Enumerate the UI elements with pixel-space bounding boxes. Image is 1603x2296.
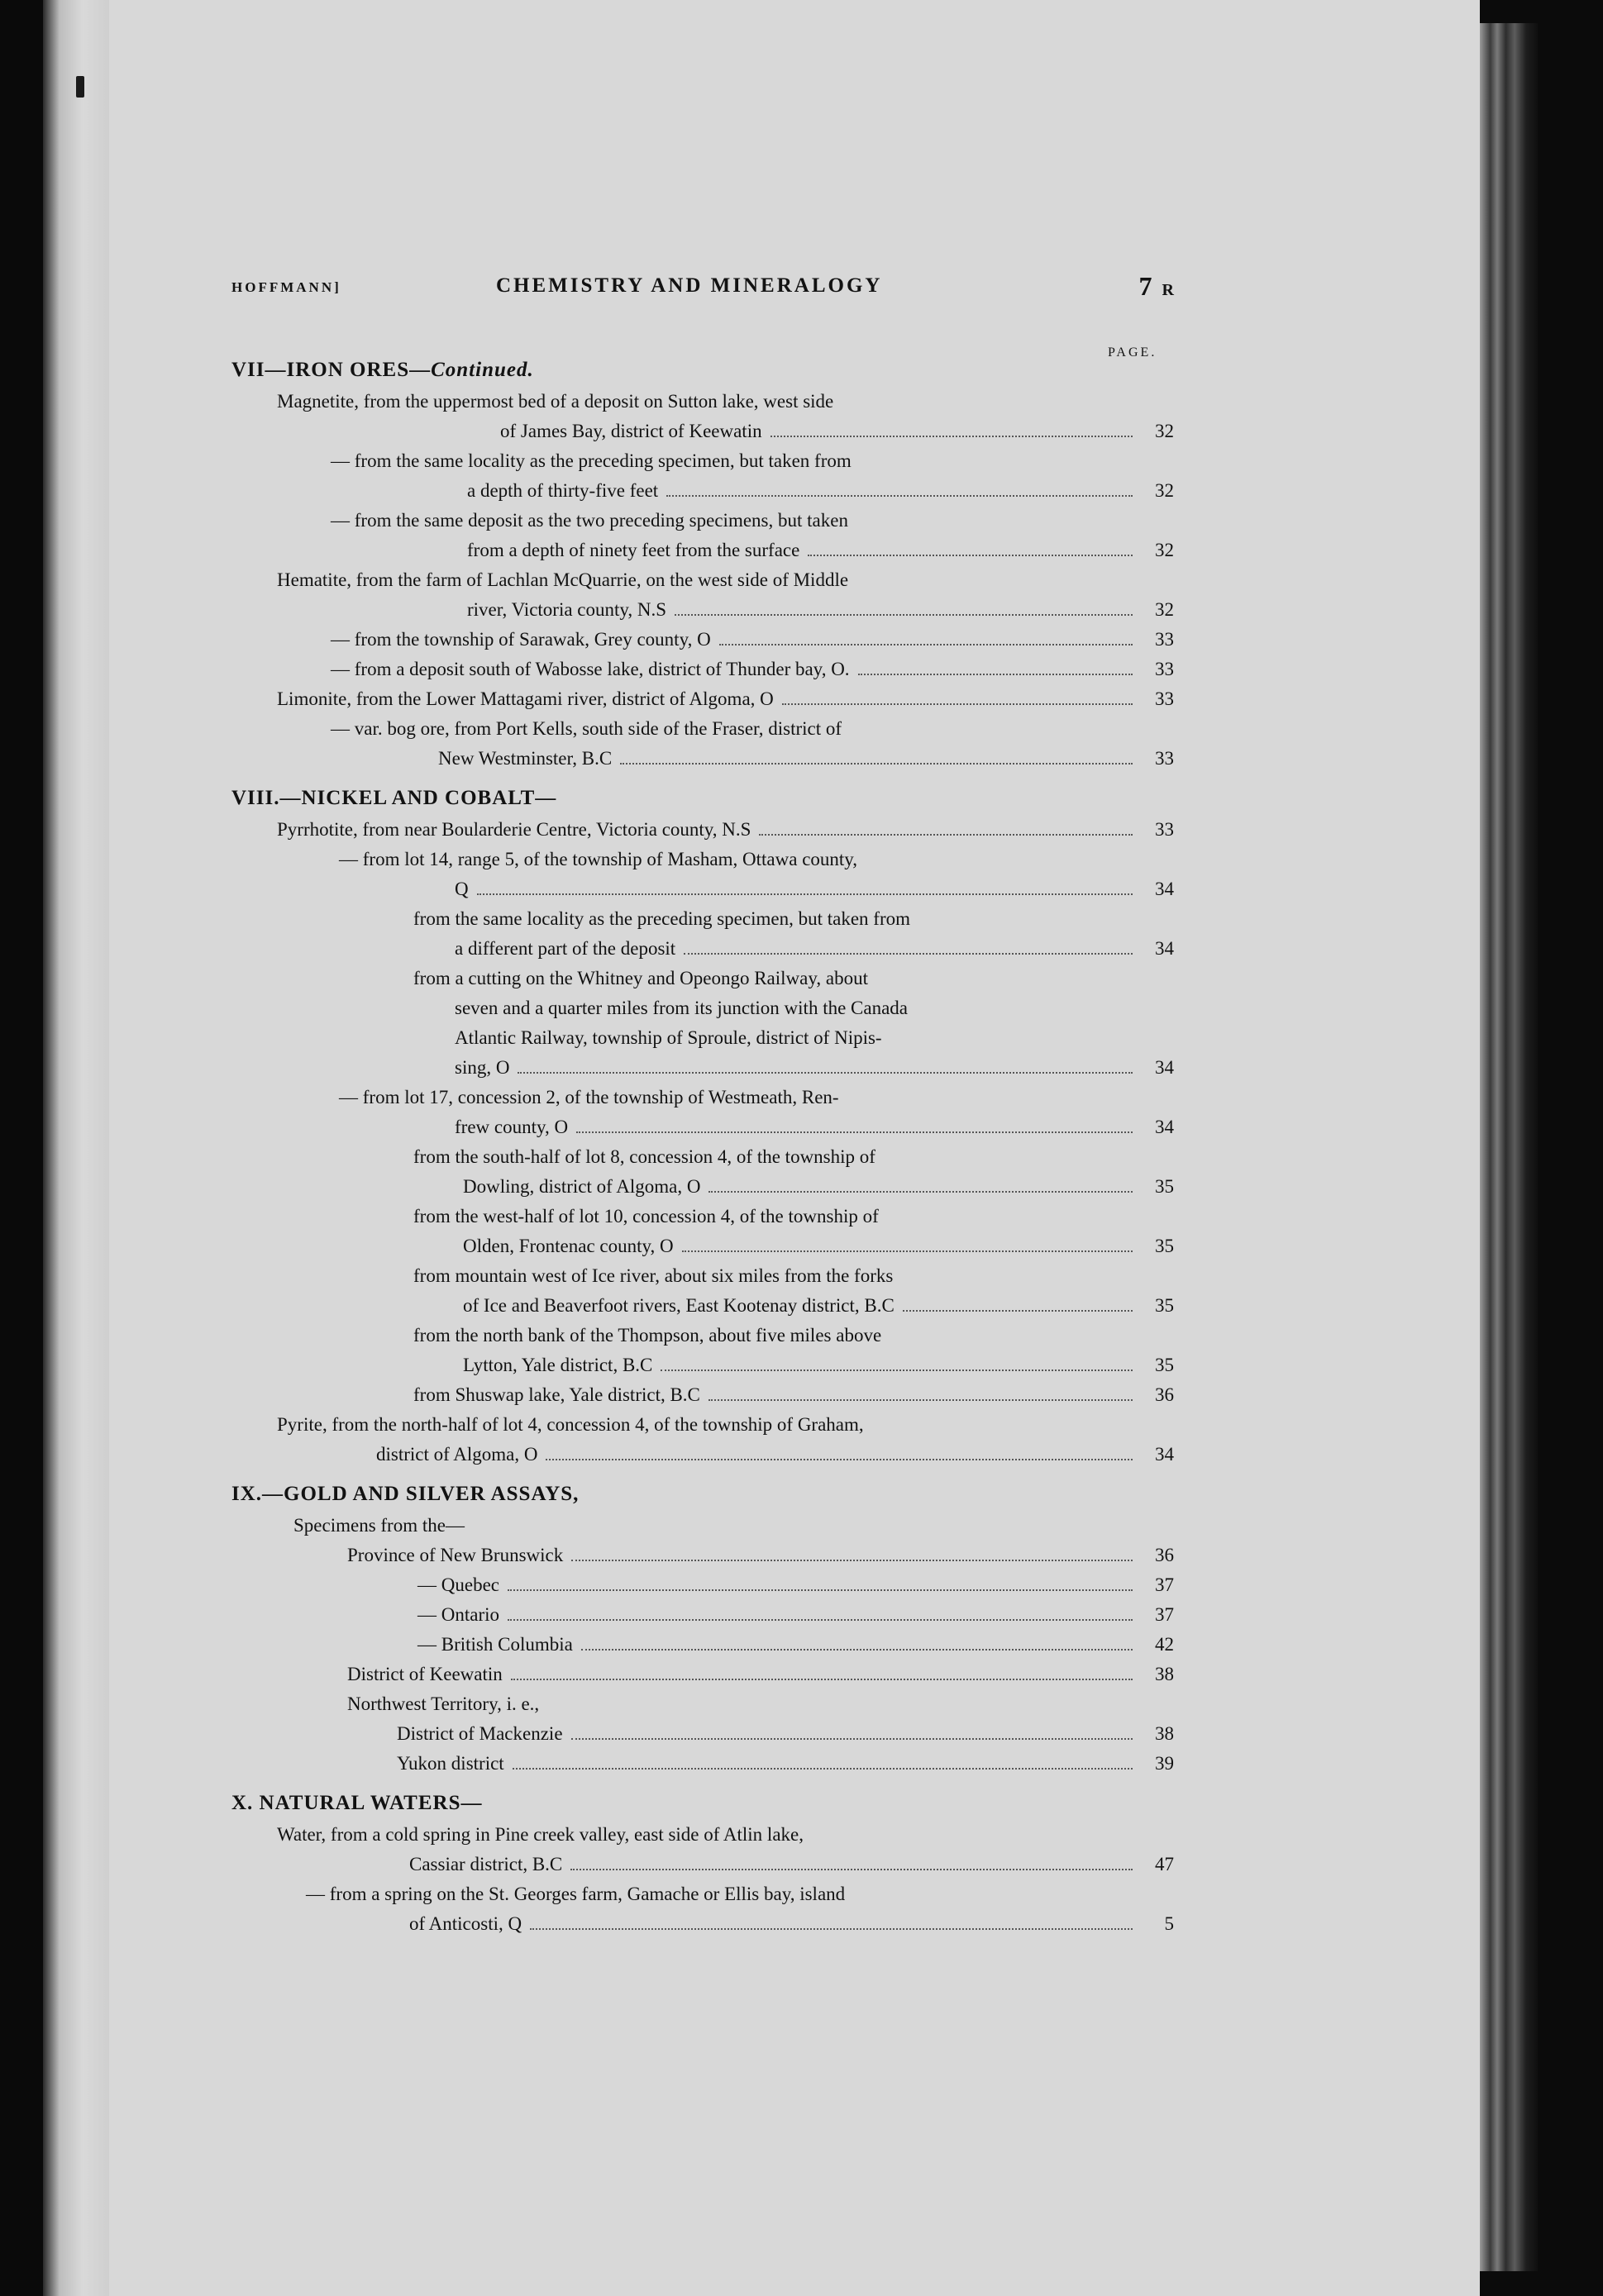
section-heading: VII—IRON ORES—Continued. bbox=[231, 359, 534, 381]
list-item: from the south-half of lot 8, concession 4, of the township of Dowling, district of Algoma, O 35 bbox=[413, 1146, 1174, 1197]
list-item: — from the township of Sarawak, Grey county, O 33 bbox=[331, 629, 1174, 650]
header-page-number: 7 R bbox=[1138, 271, 1174, 301]
facing-page-edge bbox=[43, 0, 109, 2296]
header-title: CHEMISTRY AND MINERALOGY bbox=[496, 274, 883, 297]
list-item: District of Keewatin 38 bbox=[347, 1664, 1174, 1684]
list-item: — from a deposit south of Wabosse lake, district of Thunder bay, O. 33 bbox=[331, 659, 1174, 679]
contents-list bbox=[231, 354, 1174, 1939]
list-item: Water, from a cold spring in Pine creek valley, east side of Atlin lake, Cassiar district, B.C 47 bbox=[277, 1824, 1174, 1874]
list-item: — Quebec 37 bbox=[417, 1574, 1174, 1595]
list-item: — from the same locality as the preceding specimen, but taken from a depth of thirty-five feet 32 bbox=[331, 450, 1174, 501]
list-item: Province of New Brunswick 36 bbox=[347, 1545, 1174, 1565]
list-item: — British Columbia 42 bbox=[417, 1634, 1174, 1655]
list-item: — from a spring on the St. Georges farm, Gamache or Ellis bay, island of Anticosti, Q 5 bbox=[306, 1884, 1174, 1934]
list-item: Hematite, from the farm of Lachlan McQuarrie, on the west side of Middle river, Victoria county, N.S 32 bbox=[277, 569, 1174, 620]
scan-mark bbox=[76, 76, 84, 98]
section-heading: X. NATURAL WATERS— bbox=[231, 1792, 483, 1814]
list-item: Magnetite, from the uppermost bed of a deposit on Sutton lake, west side of James Bay, district of Keewatin 32 bbox=[277, 391, 1174, 441]
list-item: Limonite, from the Lower Mattagami river, district of Algoma, O 33 bbox=[277, 688, 1174, 709]
list-item: — from lot 14, range 5, of the township of Masham, Ottawa county, Q 34 bbox=[339, 849, 1174, 899]
list-item: from mountain west of Ice river, about six miles from the forks of Ice and Beaverfoot rivers, East Kootenay district, B.C 35 bbox=[413, 1265, 1174, 1316]
list-item: — Ontario 37 bbox=[417, 1604, 1174, 1625]
list-item: Northwest Territory, i. e., bbox=[347, 1693, 540, 1714]
section-intro: Specimens from the— bbox=[293, 1515, 465, 1536]
list-item: from Shuswap lake, Yale district, B.C 36 bbox=[413, 1384, 1174, 1405]
section-heading: IX.—GOLD AND SILVER ASSAYS, bbox=[231, 1483, 580, 1505]
list-item: — from lot 17, concession 2, of the township of Westmeath, Ren- frew county, O 34 bbox=[339, 1087, 1174, 1137]
list-item: — from the same deposit as the two preceding specimens, but taken from a depth of ninety feet from the surface 32 bbox=[331, 510, 1174, 560]
scan-border-left bbox=[0, 0, 43, 2296]
list-item: Yukon district 39 bbox=[397, 1753, 1174, 1774]
list-item: District of Mackenzie 38 bbox=[397, 1723, 1174, 1744]
list-item: Pyrrhotite, from near Boularderie Centre, Victoria county, N.S 33 bbox=[277, 819, 1174, 840]
page-column-label: PAGE. bbox=[1108, 345, 1157, 360]
header-author: HOFFMANN] bbox=[231, 279, 341, 295]
page-edge-right bbox=[1480, 23, 1538, 2271]
list-item: Pyrite, from the north-half of lot 4, concession 4, of the township of Graham, district of Algoma, O 34 bbox=[277, 1414, 1174, 1465]
section-heading: VIII.—NICKEL AND COBALT— bbox=[231, 787, 557, 809]
list-item: — var. bog ore, from Port Kells, south side of the Fraser, district of New Westminster, B.C 33 bbox=[331, 718, 1174, 769]
list-item: from the same locality as the preceding specimen, but taken from a different part of the deposit 34 bbox=[413, 908, 1174, 959]
list-item: from a cutting on the Whitney and Opeongo Railway, about seven and a quarter miles from its junction with the Canada Atlantic Railway, township of Sproule, district of Nipis- sing, O 34 bbox=[413, 968, 1174, 1078]
running-header bbox=[231, 273, 1174, 306]
list-item: from the west-half of lot 10, concession 4, of the township of Olden, Frontenac county, O 35 bbox=[413, 1206, 1174, 1256]
list-item: from the north bank of the Thompson, about five miles above Lytton, Yale district, B.C 35 bbox=[413, 1325, 1174, 1375]
